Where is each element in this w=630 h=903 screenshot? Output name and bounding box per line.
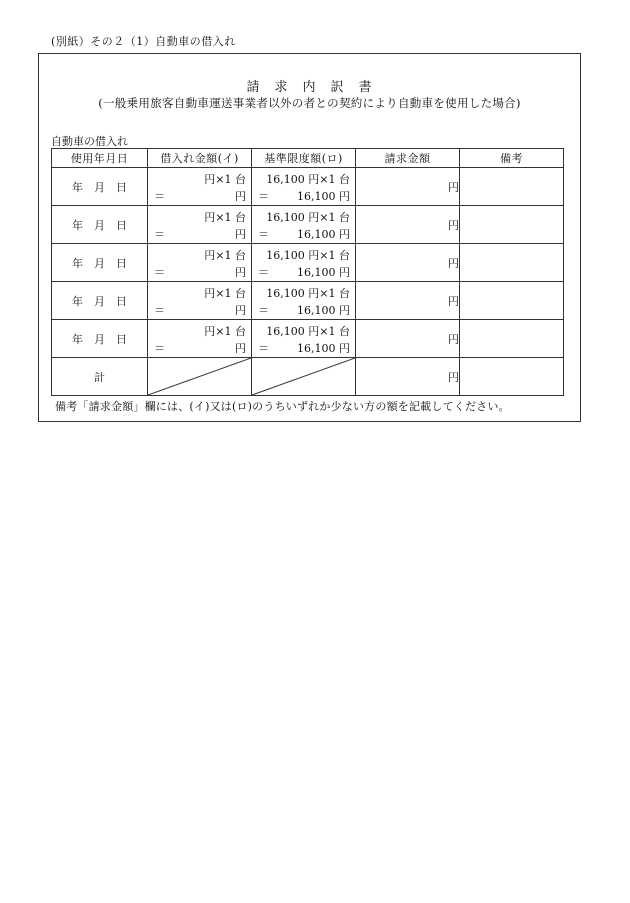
form-frame xyxy=(38,53,581,422)
form-title: 請 求 内 訳 書 xyxy=(246,80,373,95)
limit-total: 16,100 円 xyxy=(297,304,350,317)
table-row xyxy=(52,244,564,282)
table-row xyxy=(52,320,564,358)
limit-total: 16,100 円 xyxy=(297,190,350,203)
limit-amount-cell xyxy=(252,206,356,244)
equals-sign: ＝ xyxy=(154,266,165,279)
remarks-cell[interactable] xyxy=(460,168,564,206)
limit-amount-cell xyxy=(252,282,356,320)
remarks-cell[interactable] xyxy=(460,206,564,244)
total-label: 計 xyxy=(52,358,148,396)
claim-amount-cell[interactable]: 円 xyxy=(356,244,460,282)
claim-amount-cell[interactable]: 円 xyxy=(356,320,460,358)
struck-cell xyxy=(148,358,252,396)
rental-unit: 円×1 台 xyxy=(204,211,246,224)
limit-unit: 16,100 円×1 台 xyxy=(266,249,350,262)
date-cell[interactable]: 年 月 日 xyxy=(52,320,148,358)
claim-amount-cell[interactable]: 円 xyxy=(356,206,460,244)
column-header: 備考 xyxy=(460,149,564,168)
rental-total: 円 xyxy=(235,304,246,317)
rental-total: 円 xyxy=(235,228,246,241)
footnote: 備考「請求金額」欄には、(イ)又は(ロ)のうちいずれか少ない方の額を記載してください。 xyxy=(55,400,510,413)
rental-total: 円 xyxy=(235,342,246,355)
limit-total: 16,100 円 xyxy=(297,228,350,241)
remarks-cell[interactable] xyxy=(460,320,564,358)
breakdown-table xyxy=(51,148,564,396)
table-row xyxy=(52,168,564,206)
equals-sign: ＝ xyxy=(258,304,269,317)
rental-unit: 円×1 台 xyxy=(204,287,246,300)
rental-amount-cell[interactable] xyxy=(148,168,252,206)
column-header: 請求金額 xyxy=(356,149,460,168)
rental-amount-cell[interactable] xyxy=(148,320,252,358)
table-row xyxy=(52,206,564,244)
rental-unit: 円×1 台 xyxy=(204,173,246,186)
rental-unit: 円×1 台 xyxy=(204,325,246,338)
limit-total: 16,100 円 xyxy=(297,266,350,279)
rental-total: 円 xyxy=(235,266,246,279)
limit-total: 16,100 円 xyxy=(297,342,350,355)
equals-sign: ＝ xyxy=(154,304,165,317)
rental-amount-cell[interactable] xyxy=(148,282,252,320)
equals-sign: ＝ xyxy=(258,228,269,241)
diagonal-strike xyxy=(148,358,251,395)
struck-cell xyxy=(252,358,356,396)
equals-sign: ＝ xyxy=(154,342,165,355)
limit-unit: 16,100 円×1 台 xyxy=(266,211,350,224)
section-label: 自動車の借入れ xyxy=(51,135,128,148)
remarks-cell[interactable] xyxy=(460,244,564,282)
total-row xyxy=(52,358,564,396)
table-header-row xyxy=(52,149,564,168)
limit-unit: 16,100 円×1 台 xyxy=(266,287,350,300)
limit-unit: 16,100 円×1 台 xyxy=(266,325,350,338)
limit-amount-cell xyxy=(252,168,356,206)
total-claim-cell[interactable]: 円 xyxy=(356,358,460,396)
document-header: (別紙）その２（1）自動車の借入れ xyxy=(51,35,236,48)
rental-amount-cell[interactable] xyxy=(148,206,252,244)
limit-amount-cell xyxy=(252,320,356,358)
equals-sign: ＝ xyxy=(258,190,269,203)
diagonal-strike xyxy=(252,358,355,395)
equals-sign: ＝ xyxy=(154,228,165,241)
equals-sign: ＝ xyxy=(154,190,165,203)
date-cell[interactable]: 年 月 日 xyxy=(52,282,148,320)
column-header: 基準限度額(ロ) xyxy=(252,149,356,168)
rental-amount-cell[interactable] xyxy=(148,244,252,282)
table-row xyxy=(52,282,564,320)
rental-unit: 円×1 台 xyxy=(204,249,246,262)
column-header: 使用年月日 xyxy=(52,149,148,168)
equals-sign: ＝ xyxy=(258,342,269,355)
date-cell[interactable]: 年 月 日 xyxy=(52,244,148,282)
limit-amount-cell xyxy=(252,244,356,282)
equals-sign: ＝ xyxy=(258,266,269,279)
remarks-cell[interactable] xyxy=(460,282,564,320)
form-subtitle: (一般乗用旅客自動車運送事業者以外の者との契約により自動車を使用した場合) xyxy=(98,96,521,110)
total-remarks-cell[interactable] xyxy=(460,358,564,396)
claim-amount-cell[interactable]: 円 xyxy=(356,168,460,206)
date-cell[interactable]: 年 月 日 xyxy=(52,206,148,244)
claim-amount-cell[interactable]: 円 xyxy=(356,282,460,320)
limit-unit: 16,100 円×1 台 xyxy=(266,173,350,186)
date-cell[interactable]: 年 月 日 xyxy=(52,168,148,206)
column-header: 借入れ金額(イ) xyxy=(148,149,252,168)
rental-total: 円 xyxy=(235,190,246,203)
